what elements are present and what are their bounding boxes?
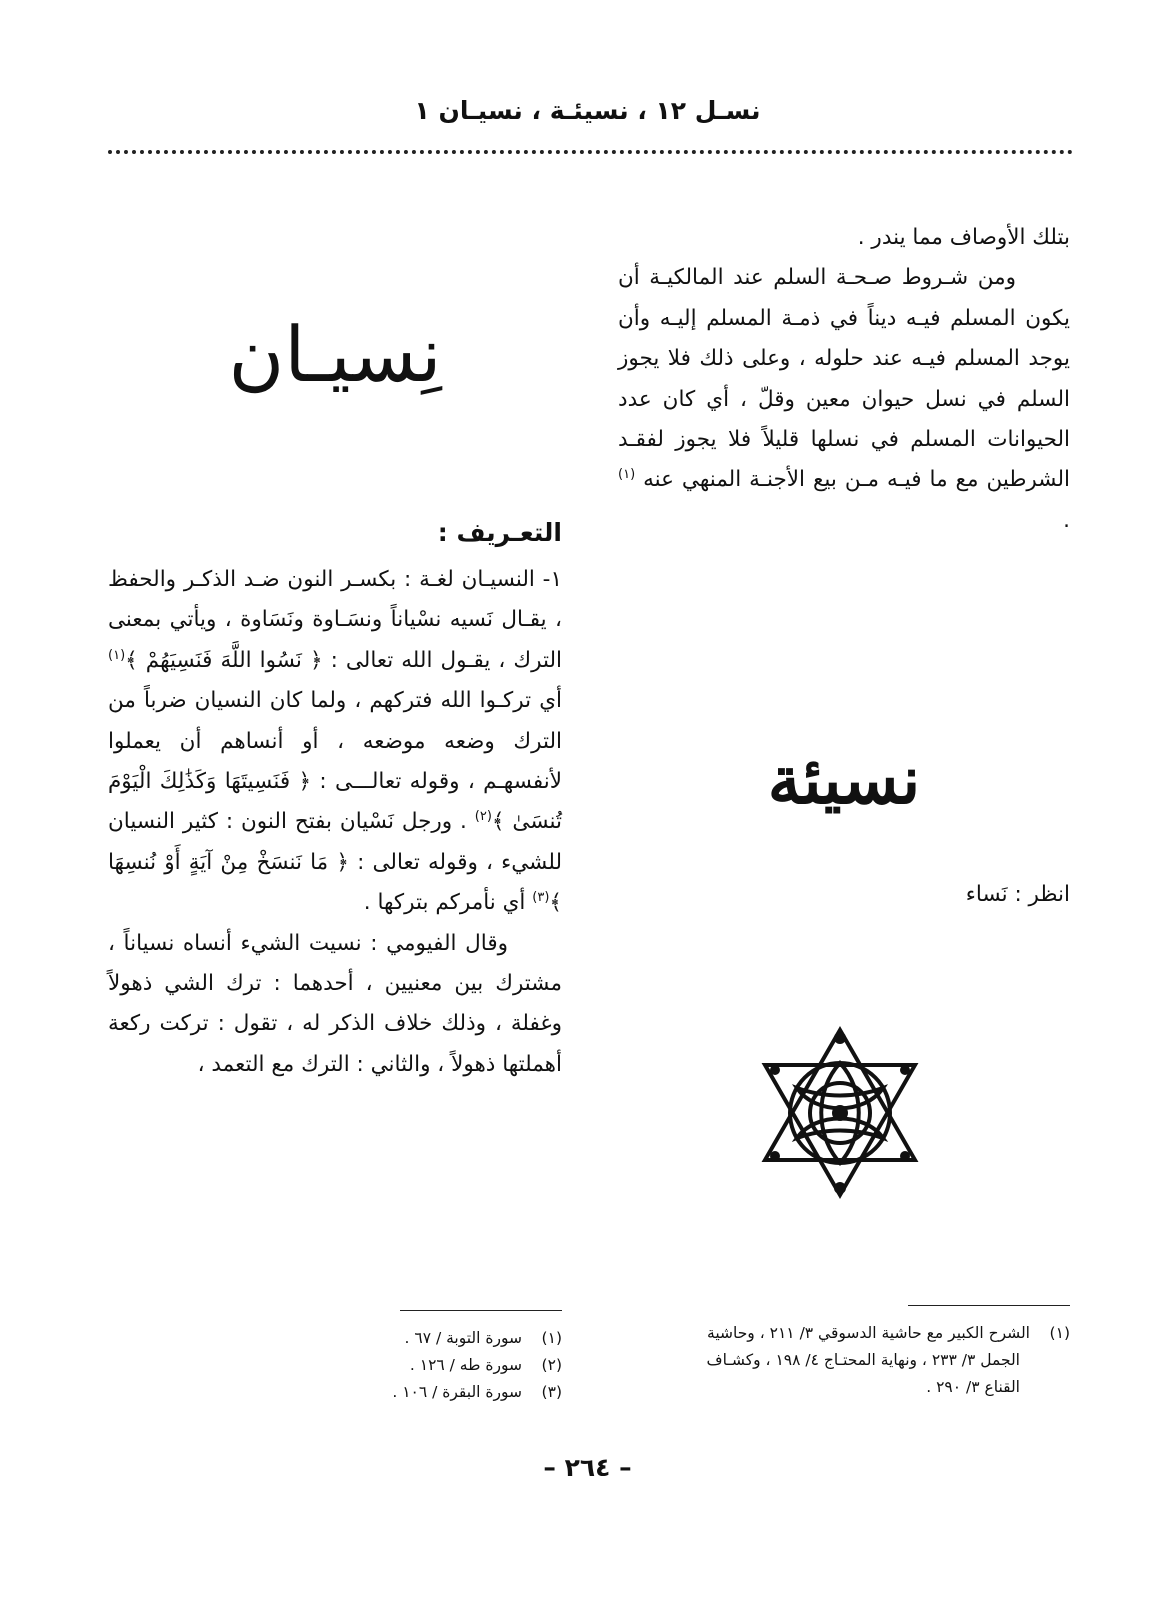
left-paragraph-1 bbox=[108, 560, 562, 924]
footnote-ref: (١) bbox=[618, 467, 636, 483]
footnote-number: (١) bbox=[1049, 1324, 1070, 1342]
footnote-number: (٣) bbox=[541, 1383, 562, 1401]
footnote-right-1-line1 bbox=[618, 1320, 1070, 1347]
footnote-ref-2: (٢) bbox=[474, 809, 492, 825]
entry-title-nisyan: نِسيـان bbox=[228, 310, 442, 399]
right-paragraph-2-end: . bbox=[1063, 507, 1070, 533]
footnote-text: سورة البقرة / ١٠٦ . bbox=[392, 1383, 522, 1401]
footnote-number: (٢) bbox=[541, 1356, 562, 1374]
footnote-text: الشرح الكبير مع حاشية الدسوقي ٣/ ٢١١ ، وحاشية bbox=[707, 1324, 1030, 1342]
footnote-text: سورة طه / ١٢٦ . bbox=[409, 1356, 522, 1374]
footnote-right-1-line2: الجمل ٣/ ٢٣٣ ، ونهاية المحتـاج ٤/ ١٩٨ ، وكشـاف bbox=[706, 1351, 1020, 1369]
footnote-text: سورة التوبة / ٦٧ . bbox=[404, 1329, 522, 1347]
right-paragraph-1: بتلك الأوصاف مما يندر . bbox=[857, 225, 1070, 250]
right-paragraph-2 bbox=[618, 258, 1070, 541]
footnote-ref-3: (٣) bbox=[532, 890, 550, 906]
footnote-ref-1: (١) bbox=[108, 647, 126, 663]
footnote-right-1-line3: القناع ٣/ ٢٩٠ . bbox=[926, 1378, 1020, 1396]
footnotes-left bbox=[108, 1325, 562, 1406]
footnote-left-2 bbox=[108, 1352, 562, 1379]
header-dotted-rule bbox=[108, 150, 1073, 154]
footnote-number: (١) bbox=[541, 1329, 562, 1347]
see-also-reference: انظر : نَساء bbox=[965, 882, 1070, 907]
left-column bbox=[108, 560, 562, 1085]
left-p1-part-a: ١- النسيـان لغـة : بكسـر النون ضـد الذكـر والحفظ ، يقـال نَسيه نسْياناً ونسَـاوة ونَسَاوة ، ويأتي بمعنى الترك ، يقـول الله تعالى : ﴿ نَسُوا اللَّهَ فَنَسِيَهُمْ ﴾ bbox=[108, 567, 562, 673]
right-column bbox=[618, 218, 1070, 541]
page-number: – ٢٦٤ – bbox=[543, 1453, 632, 1482]
footnote-rule-left bbox=[400, 1310, 562, 1311]
footnote-rule-right bbox=[908, 1305, 1070, 1306]
right-paragraph-2-text: ومن شـروط صـحـة السلم عند المالكيـة أن يكون المسلم فيـه ديناً في ذمـة المسلم إليـه وأن يوجد المسلم فيـه عند حلوله ، وعلى ذلك فلا يجوز السلم في نسل حيوان معين وقلّ ، أي كان عدد الحيوانات المسلم في نسلها قليلاً فلا يجوز لفقـد الشرطين مع ما فيـه مـن بيع الأجنـة المنهي عنه bbox=[618, 265, 1070, 493]
footnote-left-1 bbox=[108, 1325, 562, 1352]
left-p1-part-d: أي نأمركم بتركها . bbox=[363, 890, 533, 916]
left-p1-part-b: أي تركـوا الله فتركهم ، ولما كان النسيان ضرباً من الترك وضعه موضعه ، أو أنساهم أن يعملوا لأنفسهـم ، وقوله تعالـــى : ﴿ فَنَسِيتَهَا وَكَذَٰلِكَ الْيَوْمَ تُنسَىٰ ﴾ bbox=[108, 688, 562, 835]
running-header: نسـل ١٢ ، نسيئـة ، نسيـان ١ bbox=[414, 96, 761, 125]
footnotes-right bbox=[618, 1320, 1070, 1401]
entry-title-nasia: نسيئة bbox=[767, 741, 921, 819]
left-p1-part-c: . ورجل نَسْيان بفتح النون : كثير النسيان للشيء ، وقوله تعالى : ﴿ مَا نَنسَخْ مِنْ آيَةٍ أَوْ نُنسِهَا ﴾ bbox=[108, 809, 562, 916]
left-paragraph-2: وقال الفيومي : نسيت الشيء أنساه نسياناً ، مشترك بين معنيين ، أحدهما : ترك الشي ذهولاً وغفلة ، وذلك خلاف الذكر له ، تقول : تركت ركعة أهملتها ذهولاً ، والثاني : الترك مع التعمد ، bbox=[108, 930, 562, 1077]
footnote-left-3 bbox=[108, 1379, 562, 1406]
definition-heading: التعـريف : bbox=[437, 518, 562, 547]
arabesque-ornament-icon bbox=[755, 1020, 925, 1205]
